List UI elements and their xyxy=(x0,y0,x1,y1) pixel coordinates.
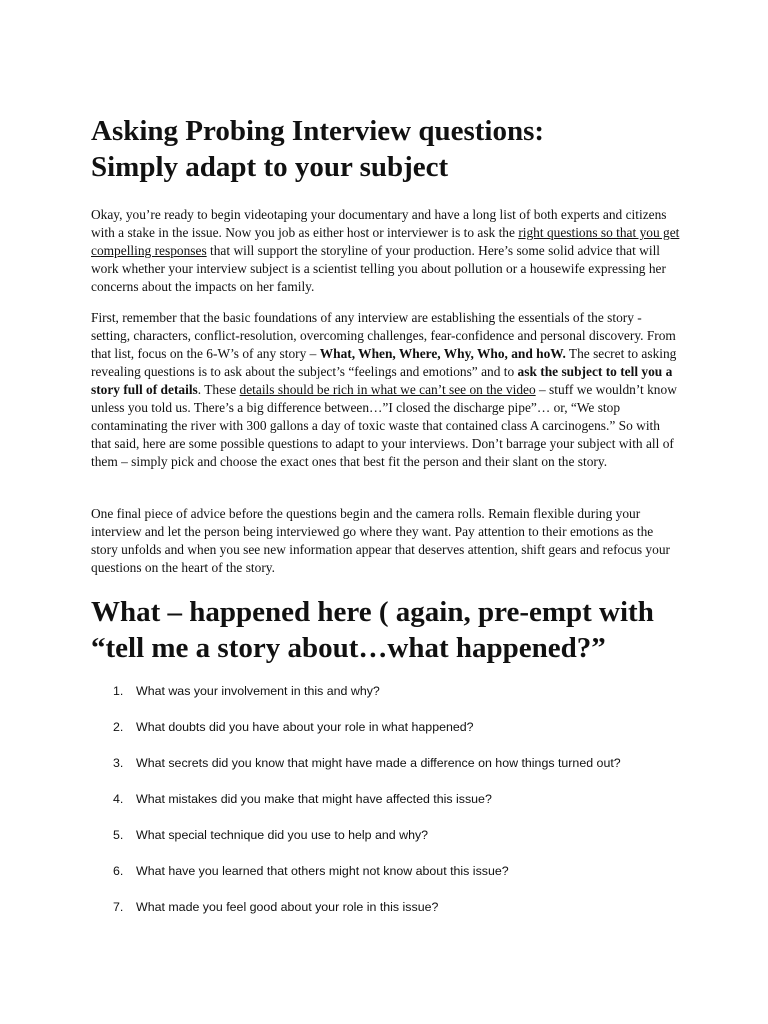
section-heading-line-1: What – happened here ( again, pre-empt with xyxy=(91,596,654,628)
list-item xyxy=(91,791,691,827)
list-item-text: What secrets did you know that might have made a difference on how things turned out? xyxy=(136,756,621,770)
list-item-text: What was your involvement in this and why? xyxy=(136,684,380,698)
list-item xyxy=(91,755,691,791)
list-item xyxy=(91,899,691,935)
list-item-number: 5. xyxy=(113,828,124,842)
list-item-number: 6. xyxy=(113,864,124,878)
bold-text: ask the subject to tell you a story full of details xyxy=(91,364,673,397)
title-line-2: Simply adapt to your subject xyxy=(91,151,449,183)
list-item-text: What have you learned that others might not know about this issue? xyxy=(136,864,509,878)
text-run: – stuff we wouldn’t know unless you told us. There’s a big difference between…”I closed the discharge pipe”… or, “We stop contaminating the river with 300 gallons a day of toxic waste that contained class A carcinogens.” So with that said, here are some possible questions to adapt to your interviews. Don’t barrage your subject with all of them – simply pick and choose the exact ones that best fit the person and their slant on the story. xyxy=(91,382,677,469)
text-run: The secret to asking revealing questions is to ask about the subject’s “feelings and emotions” and to xyxy=(91,346,677,379)
section-heading-line-2: “tell me a story about…what happened?” xyxy=(91,632,606,664)
text-run: Okay, you’re ready to begin videotaping your documentary and have a long list of both experts and citizens with a stake in the issue. Now you job as either host or interviewer is to ask the xyxy=(91,207,667,240)
list-item-text: What doubts did you have about your role in what happened? xyxy=(136,720,474,734)
list-item xyxy=(91,683,691,719)
list-item xyxy=(91,827,691,863)
bold-text: What, When, Where, Why, Who, and hoW. xyxy=(319,346,566,361)
section-heading xyxy=(91,594,711,666)
text-run: First, remember that the basic foundations of any interview are establishing the essentials of the story - setting, characters, conflict-resolution, overcoming challenges, fear-confidence and personal discovery. From that list, focus on the 6-W’s of any story – xyxy=(91,310,676,361)
list-item-number: 4. xyxy=(113,792,124,806)
page-title xyxy=(91,113,711,185)
list-item-number: 2. xyxy=(113,720,124,734)
question-list xyxy=(91,683,691,935)
list-item-number: 1. xyxy=(113,684,124,698)
advice-paragraph: One final piece of advice before the questions begin and the camera rolls. Remain flexible during your interview and let the person being interviewed go where they want. Pay attention to their emotions as the story unfolds and when you see new information appear that deserves attention, shift gears and refocus your questions on the heart of the story. xyxy=(91,506,670,575)
list-item-number: 3. xyxy=(113,756,124,770)
list-item-text: What mistakes did you make that might have affected this issue? xyxy=(136,792,492,806)
title-line-1: Asking Probing Interview questions: xyxy=(91,115,545,147)
foundations-paragraph xyxy=(91,309,681,471)
list-item-text: What made you feel good about your role in this issue? xyxy=(136,900,439,914)
text-run: that will support the storyline of your production. Here’s some solid advice that will work whether your interview subject is a scientist telling you about pollution or a housewife expressing her concerns about the impacts on her family. xyxy=(91,243,666,294)
underlined-text: details should be rich in what we can’t see on the video xyxy=(239,382,536,397)
list-item-text: What special technique did you use to help and why? xyxy=(136,828,429,842)
intro-paragraph xyxy=(91,206,681,296)
list-item xyxy=(91,863,691,899)
underlined-text: right questions so that you get compelling responses xyxy=(91,225,680,258)
list-item-number: 7. xyxy=(113,900,124,914)
list-item xyxy=(91,719,691,755)
text-run: . These xyxy=(197,382,240,397)
